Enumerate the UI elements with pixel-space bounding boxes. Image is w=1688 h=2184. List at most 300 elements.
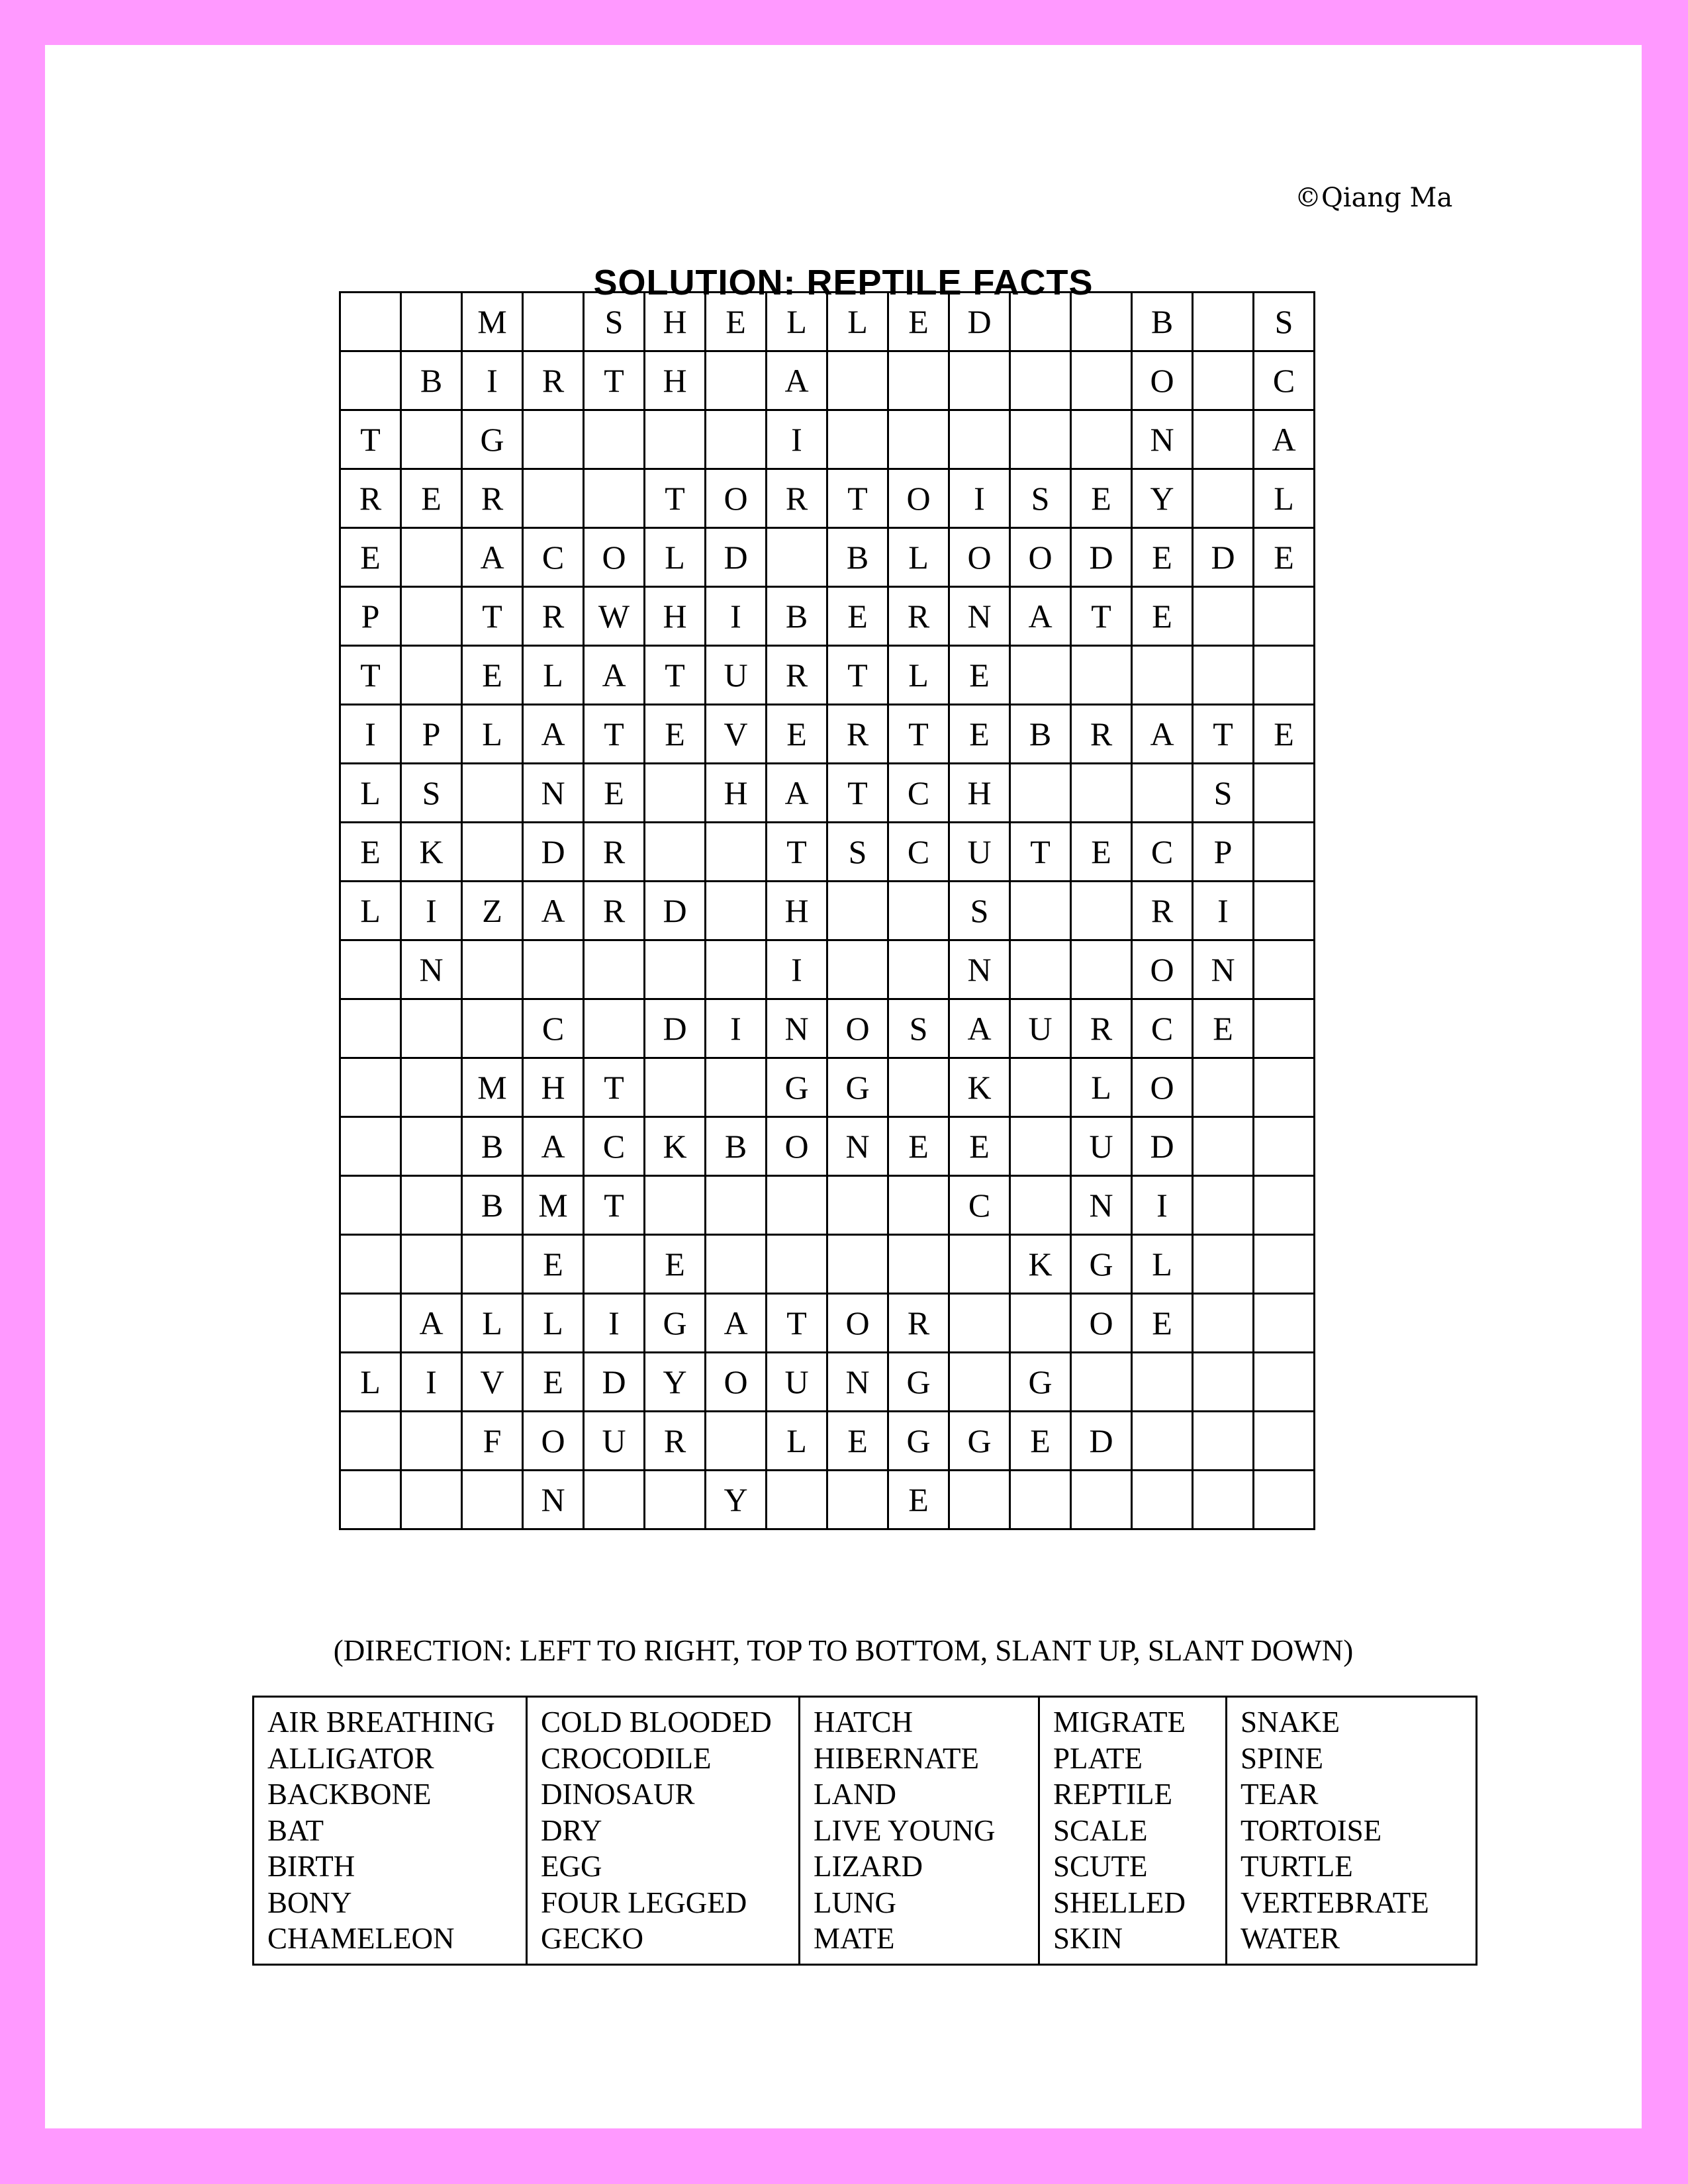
grid-cell: D <box>949 293 1010 351</box>
grid-cell: E <box>1132 587 1193 646</box>
grid-cell: S <box>401 764 462 823</box>
grid-cell: N <box>767 999 827 1058</box>
grid-cell <box>340 1117 401 1176</box>
grid-cell: N <box>949 587 1010 646</box>
grid-cell: E <box>949 705 1010 764</box>
grid-cell <box>767 528 827 587</box>
grid-cell <box>1010 940 1071 999</box>
grid-cell <box>1193 587 1254 646</box>
grid-cell: I <box>340 705 401 764</box>
grid-cell: L <box>462 1294 523 1353</box>
grid-cell <box>584 940 645 999</box>
grid-cell: E <box>340 528 401 587</box>
grid-cell <box>401 587 462 646</box>
grid-cell: E <box>401 469 462 528</box>
grid-cell: O <box>827 999 888 1058</box>
grid-cell <box>1193 410 1254 469</box>
grid-cell <box>1193 1471 1254 1529</box>
grid-cell: L <box>767 293 827 351</box>
copyright-notice: ©Qiang Ma <box>1295 183 1453 213</box>
grid-cell <box>706 1235 767 1294</box>
grid-cell: U <box>1010 999 1071 1058</box>
grid-cell <box>949 1294 1010 1353</box>
grid-cell <box>1132 646 1193 705</box>
grid-cell <box>1132 1471 1193 1529</box>
grid-cell: T <box>340 646 401 705</box>
grid-cell <box>888 410 949 469</box>
grid-cell: L <box>1132 1235 1193 1294</box>
grid-cell: I <box>706 587 767 646</box>
grid-cell: H <box>645 587 706 646</box>
grid-cell: C <box>888 764 949 823</box>
grid-cell: R <box>1071 999 1132 1058</box>
grid-cell <box>1132 764 1193 823</box>
grid-cell <box>827 940 888 999</box>
grid-cell: G <box>949 1412 1010 1471</box>
word-list-column <box>1227 1697 1477 1965</box>
grid-cell: I <box>1193 882 1254 940</box>
grid-cell: M <box>523 1176 584 1235</box>
grid-cell: C <box>584 1117 645 1176</box>
word-list-item: VERTEBRATE <box>1241 1886 1429 1919</box>
word-list-item: MIGRATE <box>1053 1706 1186 1739</box>
grid-cell: U <box>584 1412 645 1471</box>
grid-cell: E <box>888 1471 949 1529</box>
word-list-column <box>527 1697 800 1965</box>
grid-cell <box>1071 940 1132 999</box>
grid-cell: L <box>340 882 401 940</box>
grid-cell <box>1071 1353 1132 1412</box>
grid-cell <box>1010 1294 1071 1353</box>
word-list-item: SCALE <box>1053 1813 1148 1847</box>
grid-row <box>340 293 1315 351</box>
grid-cell: L <box>827 293 888 351</box>
grid-cell: L <box>645 528 706 587</box>
grid-cell: G <box>462 410 523 469</box>
grid-row <box>340 410 1315 469</box>
grid-cell <box>888 1235 949 1294</box>
grid-cell <box>401 528 462 587</box>
grid-cell: L <box>888 646 949 705</box>
grid-cell: Y <box>706 1471 767 1529</box>
grid-cell: R <box>767 646 827 705</box>
grid-cell: O <box>1132 351 1193 410</box>
grid-cell: T <box>1071 587 1132 646</box>
word-list-item: AIR BREATHING <box>267 1706 495 1739</box>
word-list-item: CHAMELEON <box>267 1922 455 1955</box>
grid-cell: K <box>645 1117 706 1176</box>
grid-cell: E <box>1071 469 1132 528</box>
grid-cell <box>340 1058 401 1117</box>
grid-cell <box>340 1294 401 1353</box>
grid-cell: O <box>523 1412 584 1471</box>
word-search-grid <box>339 291 1315 1530</box>
grid-cell <box>1010 1117 1071 1176</box>
grid-cell <box>1071 293 1132 351</box>
grid-cell: R <box>584 823 645 882</box>
grid-cell: R <box>340 469 401 528</box>
grid-cell <box>827 351 888 410</box>
grid-cell: B <box>462 1117 523 1176</box>
grid-cell: O <box>1132 940 1193 999</box>
word-list-item: EGG <box>541 1850 602 1883</box>
grid-cell: N <box>949 940 1010 999</box>
grid-cell: O <box>949 528 1010 587</box>
grid-cell: N <box>827 1353 888 1412</box>
grid-cell <box>401 999 462 1058</box>
word-list-item: TURTLE <box>1241 1850 1353 1883</box>
grid-cell: E <box>706 293 767 351</box>
grid-cell: E <box>340 823 401 882</box>
grid-cell <box>706 940 767 999</box>
grid-cell: M <box>462 293 523 351</box>
word-list-item: GECKO <box>541 1922 643 1955</box>
word-list-item: HIBERNATE <box>814 1741 979 1775</box>
grid-cell: E <box>767 705 827 764</box>
grid-cell: O <box>888 469 949 528</box>
grid-cell: A <box>706 1294 767 1353</box>
grid-cell: L <box>1071 1058 1132 1117</box>
grid-cell <box>1254 882 1315 940</box>
grid-cell <box>401 646 462 705</box>
grid-row <box>340 469 1315 528</box>
grid-cell: D <box>1193 528 1254 587</box>
grid-cell: R <box>523 351 584 410</box>
grid-cell: G <box>888 1353 949 1412</box>
grid-cell: H <box>949 764 1010 823</box>
grid-cell <box>401 1412 462 1471</box>
grid-cell: K <box>949 1058 1010 1117</box>
grid-cell: E <box>1254 528 1315 587</box>
grid-cell <box>340 940 401 999</box>
grid-cell: K <box>401 823 462 882</box>
grid-cell <box>340 999 401 1058</box>
grid-row <box>340 940 1315 999</box>
grid-cell: N <box>1193 940 1254 999</box>
grid-row <box>340 1294 1315 1353</box>
grid-cell: F <box>462 1412 523 1471</box>
word-list-table <box>252 1696 1477 1966</box>
grid-cell: T <box>584 1176 645 1235</box>
grid-cell: E <box>827 587 888 646</box>
grid-cell <box>340 1471 401 1529</box>
grid-cell: T <box>827 646 888 705</box>
grid-cell <box>888 1058 949 1117</box>
grid-cell: G <box>888 1412 949 1471</box>
word-list-item: FOUR LEGGED <box>541 1886 747 1919</box>
grid-cell: A <box>949 999 1010 1058</box>
grid-cell: S <box>1254 293 1315 351</box>
word-list-column <box>800 1697 1039 1965</box>
word-list-column <box>1039 1697 1227 1965</box>
grid-cell: G <box>645 1294 706 1353</box>
grid-cell <box>706 1176 767 1235</box>
grid-cell: I <box>401 1353 462 1412</box>
grid-cell <box>1193 351 1254 410</box>
grid-cell <box>1254 1176 1315 1235</box>
grid-cell <box>888 1176 949 1235</box>
grid-cell: H <box>767 882 827 940</box>
grid-cell <box>401 410 462 469</box>
grid-cell: T <box>340 410 401 469</box>
grid-row <box>340 1471 1315 1529</box>
grid-cell: D <box>1132 1117 1193 1176</box>
grid-cell: E <box>1254 705 1315 764</box>
grid-cell: S <box>584 293 645 351</box>
grid-cell: A <box>523 1117 584 1176</box>
grid-cell: S <box>827 823 888 882</box>
grid-cell <box>1193 1353 1254 1412</box>
grid-cell <box>1071 764 1132 823</box>
grid-cell: I <box>949 469 1010 528</box>
grid-cell: H <box>523 1058 584 1117</box>
grid-cell: R <box>645 1412 706 1471</box>
grid-cell: H <box>645 351 706 410</box>
grid-cell <box>645 1176 706 1235</box>
grid-cell <box>1254 1471 1315 1529</box>
grid-cell: I <box>767 940 827 999</box>
grid-cell <box>1254 646 1315 705</box>
grid-cell: D <box>584 1353 645 1412</box>
grid-cell <box>1193 1176 1254 1235</box>
grid-cell <box>1254 1117 1315 1176</box>
grid-cell: G <box>1071 1235 1132 1294</box>
grid-cell <box>340 1176 401 1235</box>
grid-cell: B <box>1132 293 1193 351</box>
grid-cell <box>1254 1294 1315 1353</box>
word-list-item: TORTOISE <box>1241 1813 1382 1847</box>
grid-cell <box>1254 1353 1315 1412</box>
grid-cell: A <box>767 764 827 823</box>
grid-cell: E <box>523 1353 584 1412</box>
grid-cell: E <box>1071 823 1132 882</box>
grid-row <box>340 764 1315 823</box>
grid-cell <box>1010 764 1071 823</box>
grid-cell: P <box>401 705 462 764</box>
grid-cell <box>1010 882 1071 940</box>
grid-cell: T <box>1010 823 1071 882</box>
grid-cell <box>1132 1353 1193 1412</box>
grid-cell: S <box>888 999 949 1058</box>
grid-cell <box>767 1235 827 1294</box>
grid-cell <box>645 940 706 999</box>
grid-cell: E <box>949 646 1010 705</box>
grid-cell: L <box>523 646 584 705</box>
grid-cell <box>767 1176 827 1235</box>
grid-cell <box>645 1058 706 1117</box>
grid-cell <box>949 410 1010 469</box>
grid-cell <box>523 469 584 528</box>
grid-cell <box>340 1412 401 1471</box>
grid-cell <box>1071 351 1132 410</box>
grid-cell: C <box>1132 823 1193 882</box>
grid-cell <box>1010 1058 1071 1117</box>
word-list-item: LUNG <box>814 1886 896 1919</box>
grid-row <box>340 1235 1315 1294</box>
grid-row <box>340 882 1315 940</box>
direction-note: (DIRECTION: LEFT TO RIGHT, TOP TO BOTTOM, SLANT UP, SLANT DOWN) <box>333 1634 1354 1667</box>
grid-cell: N <box>1071 1176 1132 1235</box>
grid-cell: L <box>767 1412 827 1471</box>
grid-cell <box>1071 1471 1132 1529</box>
grid-cell: E <box>888 1117 949 1176</box>
grid-cell <box>1010 1176 1071 1235</box>
word-list-item: COLD BLOODED <box>541 1706 772 1739</box>
grid-cell <box>1010 351 1071 410</box>
grid-cell <box>1254 1058 1315 1117</box>
grid-cell <box>584 999 645 1058</box>
grid-cell <box>340 1235 401 1294</box>
grid-cell: R <box>462 469 523 528</box>
grid-cell: I <box>401 882 462 940</box>
word-list-row <box>254 1697 1477 1965</box>
grid-cell <box>401 1058 462 1117</box>
grid-cell: T <box>645 469 706 528</box>
grid-cell <box>827 1235 888 1294</box>
grid-cell: B <box>767 587 827 646</box>
word-list-item: BAT <box>267 1813 324 1847</box>
grid-cell <box>462 764 523 823</box>
grid-cell: N <box>523 1471 584 1529</box>
grid-cell <box>462 823 523 882</box>
grid-cell <box>1254 823 1315 882</box>
grid-cell <box>1132 1412 1193 1471</box>
grid-cell <box>462 999 523 1058</box>
grid-cell: N <box>401 940 462 999</box>
grid-cell: B <box>706 1117 767 1176</box>
grid-cell: O <box>827 1294 888 1353</box>
grid-cell: E <box>1132 528 1193 587</box>
grid-cell: R <box>523 587 584 646</box>
grid-cell: I <box>706 999 767 1058</box>
word-list-item: DRY <box>541 1813 602 1847</box>
grid-row <box>340 587 1315 646</box>
grid-row <box>340 823 1315 882</box>
grid-cell: E <box>645 1235 706 1294</box>
grid-cell: S <box>949 882 1010 940</box>
grid-cell <box>1010 410 1071 469</box>
grid-cell: R <box>888 1294 949 1353</box>
grid-cell: E <box>462 646 523 705</box>
grid-cell <box>949 351 1010 410</box>
grid-cell <box>1193 469 1254 528</box>
grid-cell: R <box>584 882 645 940</box>
grid-cell <box>949 1353 1010 1412</box>
grid-cell <box>340 293 401 351</box>
grid-cell: L <box>523 1294 584 1353</box>
grid-cell <box>1254 1412 1315 1471</box>
grid-cell: E <box>1010 1412 1071 1471</box>
grid-cell: I <box>462 351 523 410</box>
grid-cell: R <box>767 469 827 528</box>
grid-cell <box>1010 646 1071 705</box>
grid-cell: V <box>462 1353 523 1412</box>
grid-cell: V <box>706 705 767 764</box>
grid-cell: O <box>1071 1294 1132 1353</box>
grid-cell: C <box>523 999 584 1058</box>
grid-cell: A <box>462 528 523 587</box>
grid-cell <box>340 351 401 410</box>
grid-cell: D <box>645 882 706 940</box>
grid-cell: A <box>1254 410 1315 469</box>
grid-cell <box>706 410 767 469</box>
grid-row <box>340 1117 1315 1176</box>
grid-row <box>340 705 1315 764</box>
word-list-item: ALLIGATOR <box>267 1741 434 1775</box>
word-list-column <box>254 1697 527 1965</box>
page-title: SOLUTION: REPTILE FACTS <box>593 263 1094 302</box>
grid-cell: E <box>523 1235 584 1294</box>
grid-cell: T <box>645 646 706 705</box>
grid-cell: D <box>645 999 706 1058</box>
grid-cell: H <box>706 764 767 823</box>
grid-cell: R <box>888 587 949 646</box>
grid-cell <box>888 940 949 999</box>
grid-cell <box>523 293 584 351</box>
grid-cell <box>888 882 949 940</box>
grid-cell: T <box>584 705 645 764</box>
grid-cell <box>1193 1117 1254 1176</box>
grid-cell: D <box>1071 1412 1132 1471</box>
grid-cell <box>1010 293 1071 351</box>
grid-cell <box>584 469 645 528</box>
grid-cell: N <box>827 1117 888 1176</box>
grid-cell <box>1071 882 1132 940</box>
grid-cell: I <box>1132 1176 1193 1235</box>
grid-row <box>340 1058 1315 1117</box>
grid-cell <box>827 410 888 469</box>
grid-row <box>340 999 1315 1058</box>
grid-cell: O <box>1010 528 1071 587</box>
grid-cell: E <box>888 293 949 351</box>
word-list-item: LIZARD <box>814 1850 923 1883</box>
grid-cell: C <box>949 1176 1010 1235</box>
grid-cell <box>1071 646 1132 705</box>
grid-cell: S <box>1193 764 1254 823</box>
grid-cell: E <box>949 1117 1010 1176</box>
grid-cell: R <box>1132 882 1193 940</box>
grid-cell: O <box>706 1353 767 1412</box>
grid-cell <box>462 1235 523 1294</box>
grid-cell <box>1254 940 1315 999</box>
grid-cell <box>1193 1058 1254 1117</box>
grid-cell <box>401 1117 462 1176</box>
grid-cell <box>706 351 767 410</box>
grid-cell: B <box>462 1176 523 1235</box>
grid-cell <box>1254 764 1315 823</box>
grid-cell: D <box>1071 528 1132 587</box>
grid-cell: E <box>1132 1294 1193 1353</box>
grid-cell: T <box>767 823 827 882</box>
grid-cell <box>584 1471 645 1529</box>
grid-cell <box>1193 1412 1254 1471</box>
grid-row <box>340 1176 1315 1235</box>
word-list-item: BACKBONE <box>267 1778 432 1811</box>
word-list-item: MATE <box>814 1922 895 1955</box>
grid-cell <box>949 1235 1010 1294</box>
grid-cell <box>523 410 584 469</box>
grid-cell: T <box>767 1294 827 1353</box>
word-list-item: PLATE <box>1053 1741 1143 1775</box>
grid-cell: N <box>523 764 584 823</box>
grid-cell: G <box>827 1058 888 1117</box>
grid-cell: L <box>1254 469 1315 528</box>
grid-cell: U <box>767 1353 827 1412</box>
grid-cell: L <box>340 764 401 823</box>
grid-cell <box>827 882 888 940</box>
grid-row <box>340 528 1315 587</box>
word-list-item: BIRTH <box>267 1850 355 1883</box>
